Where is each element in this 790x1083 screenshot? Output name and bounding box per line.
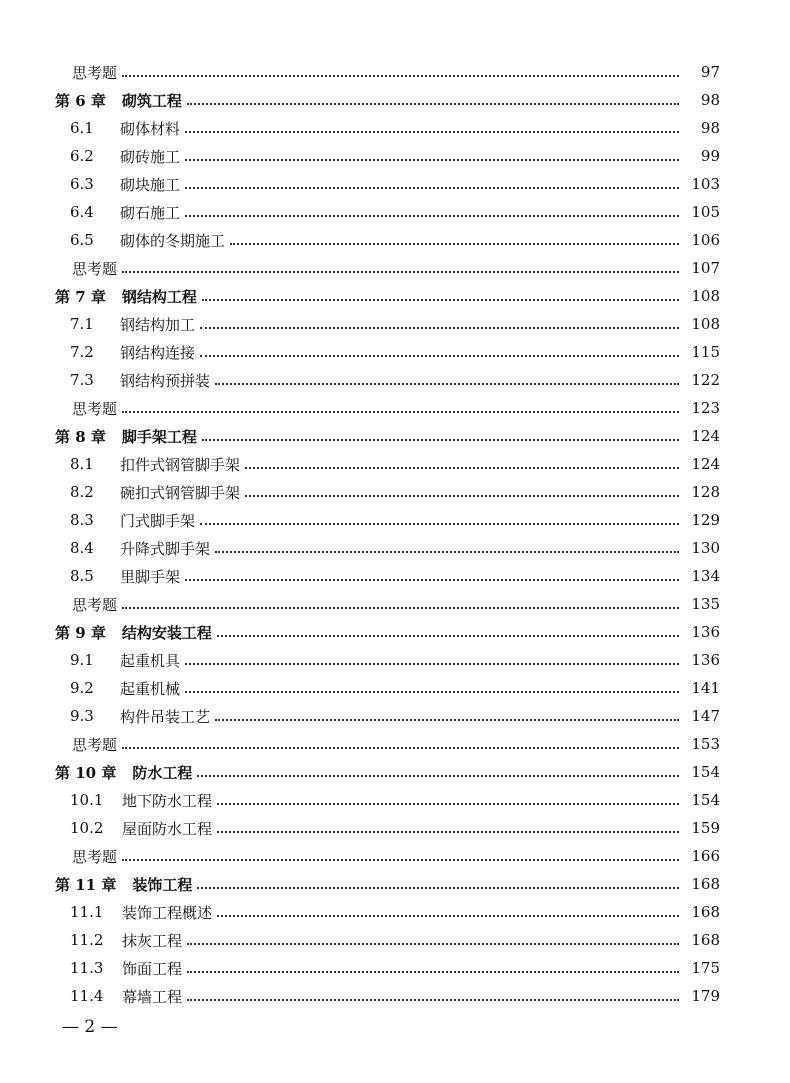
toc-page-number: 103 <box>691 175 720 193</box>
toc-chapter-row <box>0 86 790 114</box>
toc-page-number: 175 <box>691 959 720 977</box>
dot-leader <box>187 943 679 945</box>
dot-leader <box>185 131 679 133</box>
toc-chapter-row <box>0 618 790 646</box>
toc-page-number: 168 <box>691 903 720 921</box>
toc-entry-number: 11.4 <box>70 987 104 1005</box>
toc-entry-number: 9.3 <box>70 707 94 725</box>
dot-leader <box>200 523 679 525</box>
toc-entry-title: 思考题 <box>72 399 118 418</box>
toc-page-number: 107 <box>691 259 720 277</box>
toc-page-number: 134 <box>691 567 720 585</box>
toc-page-number: 136 <box>691 623 720 641</box>
toc-entry-number: 11.2 <box>70 931 104 949</box>
dot-leader <box>185 215 679 217</box>
toc-entry-number: 7.1 <box>70 315 94 333</box>
dot-leader <box>245 495 679 497</box>
toc-entry-title: 扣件式钢管脚手架 <box>120 455 241 474</box>
dot-leader <box>185 159 679 161</box>
toc-entry-number: 8.1 <box>70 455 94 473</box>
toc-page-number: 168 <box>691 875 720 893</box>
dot-leader <box>122 75 679 77</box>
toc-page-number: 130 <box>691 539 720 557</box>
toc-chapter-row <box>0 758 790 786</box>
toc-questions-row <box>0 730 790 758</box>
toc-section-row <box>0 478 790 506</box>
toc-section-row <box>0 786 790 814</box>
toc-entry-title: 钢结构加工 <box>120 315 196 334</box>
toc-section-row <box>0 954 790 982</box>
toc-entry-title: 屋面防水工程 <box>122 819 213 838</box>
toc-entry-title: 构件吊装工艺 <box>120 707 211 726</box>
dot-leader <box>197 887 679 889</box>
toc-entry-title: 装饰工程 <box>132 875 193 894</box>
toc-entry-title: 砌石施工 <box>120 203 181 222</box>
toc-entry-title: 思考题 <box>72 735 118 754</box>
toc-page-number: 115 <box>691 343 720 361</box>
dot-leader <box>185 187 679 189</box>
toc-entry-title: 地下防水工程 <box>122 791 213 810</box>
toc-section-row <box>0 170 790 198</box>
toc-entry-title: 脚手架工程 <box>121 427 197 446</box>
dot-leader <box>187 999 679 1001</box>
toc-entry-title: 思考题 <box>72 63 118 82</box>
toc-entry-title: 砌筑工程 <box>121 91 182 110</box>
dot-leader <box>217 635 679 637</box>
dot-leader <box>215 551 679 553</box>
toc-entry-number: 9.2 <box>70 679 94 697</box>
toc-page-number: 106 <box>691 231 720 249</box>
toc-entry-title: 结构安装工程 <box>121 623 212 642</box>
toc-section-row <box>0 562 790 590</box>
dot-leader <box>217 915 679 917</box>
toc-entry-title: 升降式脚手架 <box>120 539 211 558</box>
toc-entry-number: 11.3 <box>70 959 104 977</box>
toc-questions-row <box>0 254 790 282</box>
toc-section-row <box>0 198 790 226</box>
toc-entry-number: 第 11 章 <box>55 875 117 894</box>
toc-entry-title: 门式脚手架 <box>120 511 196 530</box>
dot-leader <box>215 383 679 385</box>
dot-leader <box>217 831 679 833</box>
toc-section-row <box>0 338 790 366</box>
toc-section-row <box>0 814 790 842</box>
toc-entry-title: 砌块施工 <box>120 175 181 194</box>
dot-leader <box>122 271 679 273</box>
toc-page-number: 129 <box>691 511 720 529</box>
toc-entry-number: 6.5 <box>70 231 94 249</box>
toc-entry-number: 第 6 章 <box>55 91 106 110</box>
toc-entry-title: 起重机械 <box>120 679 181 698</box>
toc-page-number: 105 <box>691 203 720 221</box>
toc-entry-title: 装饰工程概述 <box>122 903 213 922</box>
toc-section-row <box>0 366 790 394</box>
toc-page-number: 166 <box>691 847 720 865</box>
toc-questions-row <box>0 590 790 618</box>
toc-entry-title: 防水工程 <box>132 763 193 782</box>
dot-leader <box>187 103 679 105</box>
toc-entry-number: 8.3 <box>70 511 94 529</box>
toc-entry-number: 6.4 <box>70 203 94 221</box>
toc-entry-number: 第 8 章 <box>55 427 106 446</box>
toc-entry-number: 9.1 <box>70 651 94 669</box>
toc-entry-number: 7.2 <box>70 343 94 361</box>
toc-entry-number: 第 9 章 <box>55 623 106 642</box>
toc-page-number: 98 <box>700 91 720 109</box>
toc-entry-title: 钢结构连接 <box>120 343 196 362</box>
toc-entry-number: 6.1 <box>70 119 94 137</box>
dot-leader <box>197 775 679 777</box>
toc-section-row <box>0 674 790 702</box>
toc-entry-title: 碗扣式钢管脚手架 <box>120 483 241 502</box>
toc-page-number: 179 <box>691 987 720 1005</box>
toc-page-number: 147 <box>691 707 720 725</box>
toc-page-number: 128 <box>691 483 720 501</box>
toc-page-number: 108 <box>691 315 720 333</box>
dot-leader <box>215 719 679 721</box>
toc-entry-title: 砌体的冬期施工 <box>120 231 226 250</box>
toc-entry-title: 里脚手架 <box>120 567 181 586</box>
toc-entry-number: 第 10 章 <box>55 763 117 782</box>
dot-leader <box>185 691 679 693</box>
dot-leader <box>187 971 679 973</box>
toc-entry-title: 抹灰工程 <box>122 931 183 950</box>
toc-entry-title: 砌砖施工 <box>120 147 181 166</box>
toc-section-row <box>0 646 790 674</box>
toc-section-row <box>0 310 790 338</box>
dot-leader <box>200 327 679 329</box>
toc-entry-title: 思考题 <box>72 847 118 866</box>
toc-entry-number: 8.2 <box>70 483 94 501</box>
dot-leader <box>185 579 679 581</box>
dot-leader <box>245 467 679 469</box>
toc-page-number: 122 <box>691 371 720 389</box>
toc-page-number: 154 <box>691 791 720 809</box>
toc-entry-number: 8.4 <box>70 539 94 557</box>
toc-page-number: 98 <box>700 119 720 137</box>
toc-page-number: 123 <box>691 399 720 417</box>
toc-entry-title: 起重机具 <box>120 651 181 670</box>
toc-page-number: 135 <box>691 595 720 613</box>
toc-entry-title: 思考题 <box>72 259 118 278</box>
page-number-footer: — 2 — <box>62 1017 118 1037</box>
dot-leader <box>122 411 679 413</box>
toc-section-row <box>0 702 790 730</box>
toc-entry-number: 第 7 章 <box>55 287 106 306</box>
toc-questions-row <box>0 842 790 870</box>
toc-chapter-row <box>0 870 790 898</box>
toc-page-number: 159 <box>691 819 720 837</box>
toc-entry-number: 6.3 <box>70 175 94 193</box>
toc-section-row <box>0 450 790 478</box>
dot-leader <box>217 803 679 805</box>
toc-entry-title: 思考题 <box>72 595 118 614</box>
toc-entry-title: 钢结构工程 <box>121 287 197 306</box>
toc-entry-number: 8.5 <box>70 567 94 585</box>
toc-chapter-row <box>0 282 790 310</box>
toc-page-number: 124 <box>691 455 720 473</box>
toc-entry-number: 10.1 <box>70 791 104 809</box>
toc-section-row <box>0 114 790 142</box>
dot-leader <box>202 439 679 441</box>
toc-entry-number: 11.1 <box>70 903 104 921</box>
toc-entry-number: 6.2 <box>70 147 94 165</box>
dot-leader <box>200 355 679 357</box>
toc-page-number: 108 <box>691 287 720 305</box>
dot-leader <box>122 859 679 861</box>
toc-section-row <box>0 982 790 1010</box>
toc-section-row <box>0 534 790 562</box>
toc-entry-title: 砌体材料 <box>120 119 181 138</box>
toc-page-number: 168 <box>691 931 720 949</box>
toc-page-number: 141 <box>691 679 720 697</box>
toc-page-number: 153 <box>691 735 720 753</box>
toc-section-row <box>0 142 790 170</box>
dot-leader <box>122 747 679 749</box>
toc-section-row <box>0 898 790 926</box>
toc-chapter-row <box>0 422 790 450</box>
dot-leader <box>185 663 679 665</box>
dot-leader <box>230 243 679 245</box>
toc-entry-title: 钢结构预拼装 <box>120 371 211 390</box>
toc-entry-title: 幕墙工程 <box>122 987 183 1006</box>
toc-page-number: 97 <box>700 63 720 81</box>
toc-entry-number: 10.2 <box>70 819 104 837</box>
toc-entry-title: 饰面工程 <box>122 959 183 978</box>
toc-section-row <box>0 506 790 534</box>
dot-leader <box>202 299 679 301</box>
table-of-contents <box>0 58 790 1010</box>
toc-page-number: 136 <box>691 651 720 669</box>
toc-section-row <box>0 926 790 954</box>
toc-questions-row <box>0 394 790 422</box>
toc-page-number: 154 <box>691 763 720 781</box>
toc-entry-number: 7.3 <box>70 371 94 389</box>
toc-page-number: 124 <box>691 427 720 445</box>
toc-page-number: 99 <box>700 147 720 165</box>
toc-section-row <box>0 226 790 254</box>
toc-questions-row <box>0 58 790 86</box>
dot-leader <box>122 607 679 609</box>
